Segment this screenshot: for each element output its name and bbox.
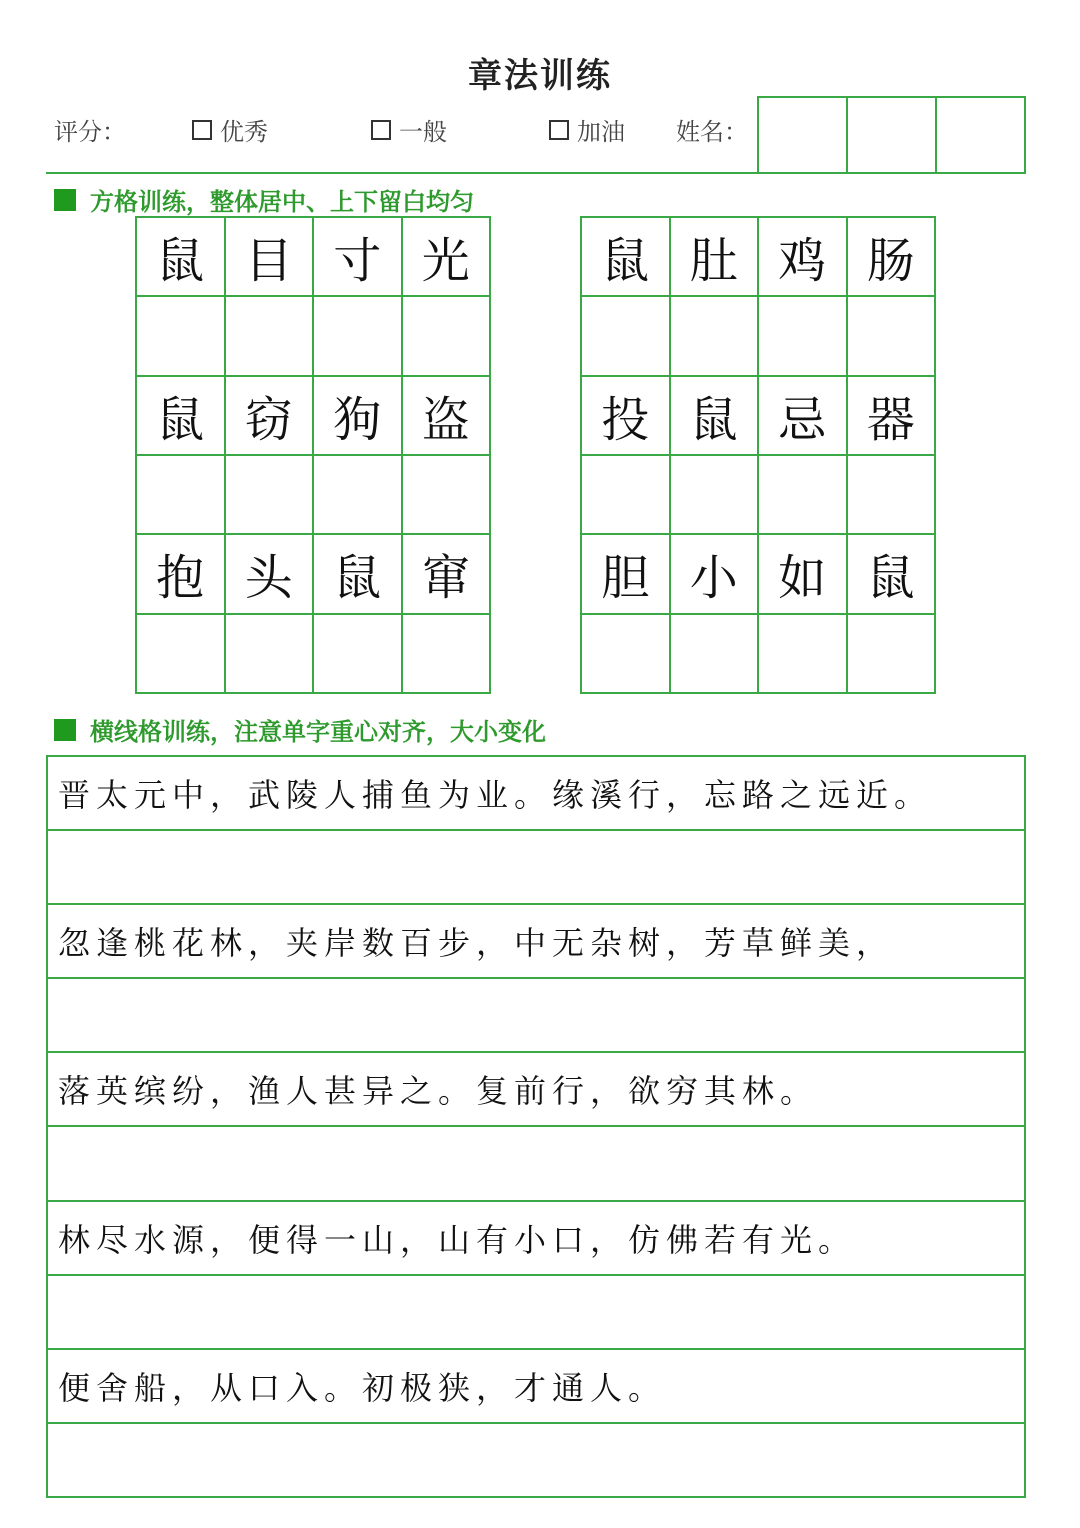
rating-option-keep-going[interactable] bbox=[549, 112, 625, 147]
grid-cell-blank[interactable] bbox=[759, 297, 848, 376]
section-heading-text: 方格训练，整体居中、上下留白均匀 bbox=[90, 188, 474, 216]
grid-cell-blank[interactable] bbox=[137, 297, 226, 376]
grid-cell-blank[interactable] bbox=[314, 297, 403, 376]
grid-cell: 头 bbox=[226, 535, 315, 614]
grid-cell-blank[interactable] bbox=[226, 456, 315, 535]
grid-cell: 鼠 bbox=[137, 218, 226, 297]
grid-cell-blank[interactable] bbox=[671, 456, 760, 535]
grid-cell: 光 bbox=[403, 218, 492, 297]
grid-cell: 如 bbox=[759, 535, 848, 614]
rating-option-label: 优秀 bbox=[220, 118, 268, 146]
grid-cell: 胆 bbox=[582, 535, 671, 614]
grid-cell-blank[interactable] bbox=[848, 615, 937, 694]
checkbox-icon[interactable] bbox=[192, 120, 212, 140]
grid-cell: 忌 bbox=[759, 377, 848, 456]
blank-line[interactable] bbox=[48, 831, 1024, 905]
grid-cell: 器 bbox=[848, 377, 937, 456]
grid-cell-blank[interactable] bbox=[848, 297, 937, 376]
name-box[interactable] bbox=[937, 98, 1024, 172]
grid-cell: 肠 bbox=[848, 218, 937, 297]
rating-label: 评分： bbox=[54, 118, 126, 146]
grid-cell: 小 bbox=[671, 535, 760, 614]
section-heading-lines bbox=[54, 712, 546, 747]
grid-cell-blank[interactable] bbox=[759, 456, 848, 535]
grid-cell-blank[interactable] bbox=[314, 456, 403, 535]
grid-cell: 抱 bbox=[137, 535, 226, 614]
rating-option-label: 加油 bbox=[577, 118, 625, 146]
name-boxes bbox=[757, 96, 1026, 174]
rating-option-excellent[interactable] bbox=[192, 112, 268, 147]
grid-cell: 狗 bbox=[314, 377, 403, 456]
checkbox-icon[interactable] bbox=[371, 120, 391, 140]
name-label: 姓名： bbox=[676, 118, 748, 146]
grid-cell-blank[interactable] bbox=[226, 297, 315, 376]
grid-cell: 鼠 bbox=[848, 535, 937, 614]
text-line: 落英缤纷，渔人甚异之。复前行，欲穷其林。 bbox=[48, 1053, 1024, 1127]
square-marker-icon bbox=[54, 719, 76, 741]
line-practice-area bbox=[46, 755, 1026, 1498]
blank-line[interactable] bbox=[48, 1127, 1024, 1201]
text-line: 便舍船，从口入。初极狭，才通人。 bbox=[48, 1350, 1024, 1424]
grid-cell: 鼠 bbox=[671, 377, 760, 456]
text-line: 晋太元中，武陵人捕鱼为业。缘溪行，忘路之远近。 bbox=[48, 757, 1024, 831]
name-box[interactable] bbox=[759, 98, 848, 172]
grid-cell: 鼠 bbox=[314, 535, 403, 614]
grid-cell: 投 bbox=[582, 377, 671, 456]
practice-grid-left bbox=[135, 216, 491, 694]
blank-line[interactable] bbox=[48, 1276, 1024, 1350]
grid-cell: 肚 bbox=[671, 218, 760, 297]
blank-line[interactable] bbox=[48, 1424, 1024, 1496]
blank-line[interactable] bbox=[48, 979, 1024, 1053]
grid-cell-blank[interactable] bbox=[671, 615, 760, 694]
grid-cell-blank[interactable] bbox=[671, 297, 760, 376]
practice-grid-right bbox=[580, 216, 936, 694]
grid-cell: 目 bbox=[226, 218, 315, 297]
grid-cell-blank[interactable] bbox=[403, 615, 492, 694]
grid-cell-blank[interactable] bbox=[137, 456, 226, 535]
grid-cell: 鸡 bbox=[759, 218, 848, 297]
checkbox-icon[interactable] bbox=[549, 120, 569, 140]
grid-cell-blank[interactable] bbox=[403, 297, 492, 376]
rating-option-average[interactable] bbox=[371, 112, 447, 147]
grid-cell-blank[interactable] bbox=[137, 615, 226, 694]
grid-cell-blank[interactable] bbox=[848, 456, 937, 535]
grid-cell: 盗 bbox=[403, 377, 492, 456]
grid-cell: 寸 bbox=[314, 218, 403, 297]
grid-cell-blank[interactable] bbox=[582, 615, 671, 694]
header-divider bbox=[46, 172, 757, 174]
grid-cell: 窜 bbox=[403, 535, 492, 614]
name-box[interactable] bbox=[848, 98, 937, 172]
grid-cell: 窃 bbox=[226, 377, 315, 456]
grid-cell-blank[interactable] bbox=[759, 615, 848, 694]
grid-cell: 鼠 bbox=[137, 377, 226, 456]
rating-option-label: 一般 bbox=[399, 118, 447, 146]
text-line: 林尽水源，便得一山，山有小口，仿佛若有光。 bbox=[48, 1202, 1024, 1276]
grid-cell-blank[interactable] bbox=[403, 456, 492, 535]
section-heading-text: 横线格训练，注意单字重心对齐，大小变化 bbox=[90, 718, 546, 746]
grid-cell: 鼠 bbox=[582, 218, 671, 297]
square-marker-icon bbox=[54, 189, 76, 211]
grid-cell-blank[interactable] bbox=[582, 456, 671, 535]
grid-cell-blank[interactable] bbox=[314, 615, 403, 694]
page-title: 章法训练 bbox=[468, 56, 612, 96]
grid-cell-blank[interactable] bbox=[582, 297, 671, 376]
grid-cell-blank[interactable] bbox=[226, 615, 315, 694]
text-line: 忽逢桃花林，夹岸数百步，中无杂树，芳草鲜美， bbox=[48, 905, 1024, 979]
section-heading-grid bbox=[54, 182, 474, 217]
